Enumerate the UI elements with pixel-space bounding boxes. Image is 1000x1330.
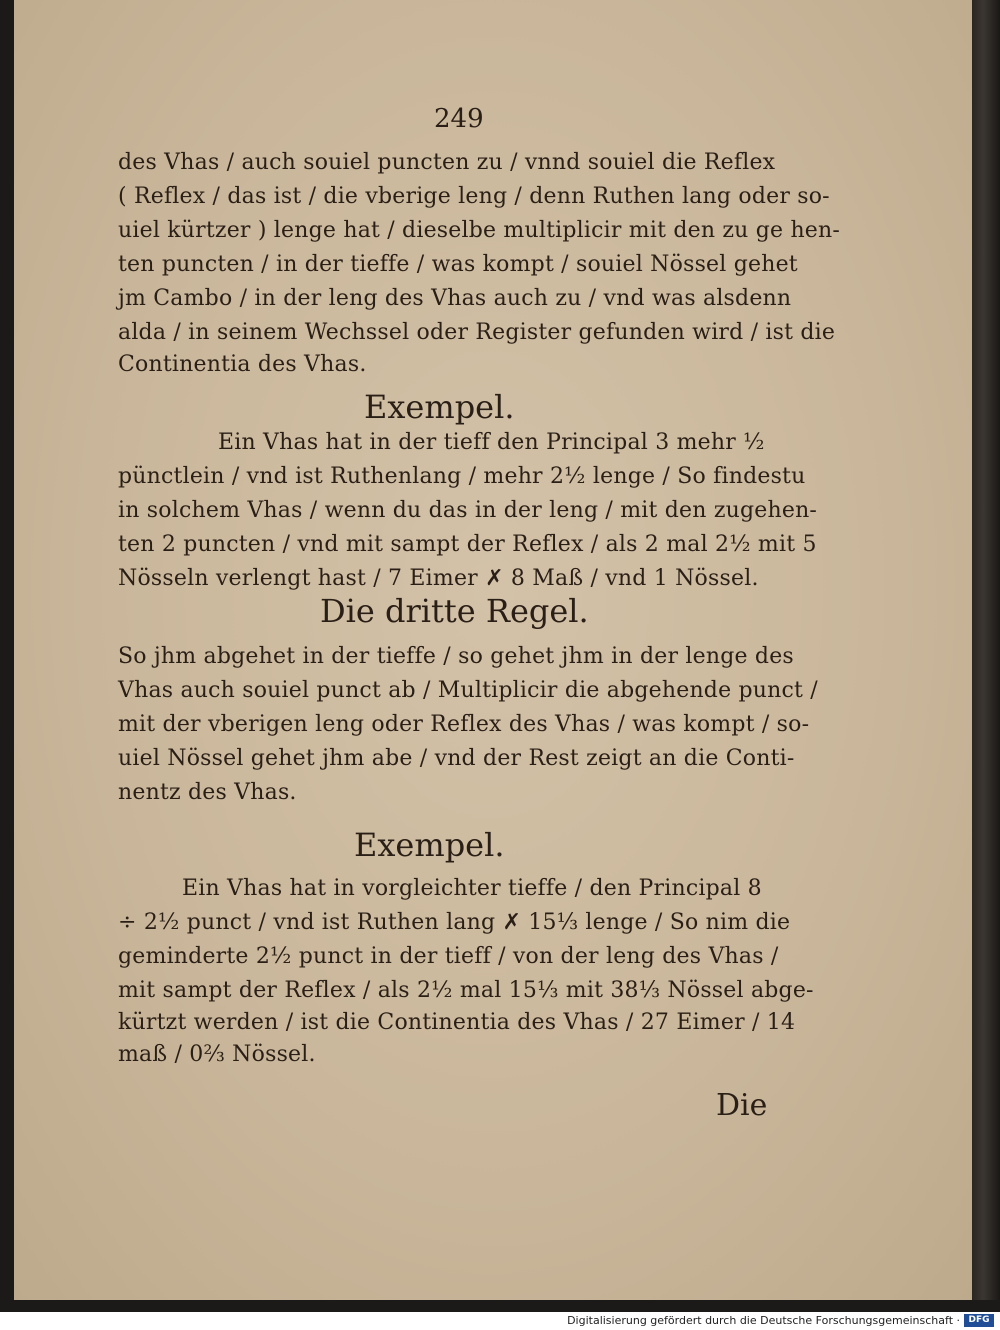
book-binding-edge — [972, 0, 1000, 1300]
text-line: ÷ 2½ punct / vnd ist Ruthen lang ✗ 15⅓ lenge / So nim die — [118, 910, 791, 935]
text-line: uiel Nössel gehet jhm abe / vnd der Rest zeigt an die Conti- — [118, 746, 795, 771]
text-line: nentz des Vhas. — [118, 780, 297, 805]
text-line: in solchem Vhas / wenn du das in der leng / mit den zugehen- — [118, 498, 818, 523]
text-line: pünctlein / vnd ist Ruthenlang / mehr 2½ lenge / So findestu — [118, 464, 806, 489]
text-line: Ein Vhas hat in vorgleichter tieffe / den Principal 8 — [182, 876, 762, 901]
catchword: Die — [716, 1088, 768, 1123]
book-page — [14, 0, 972, 1300]
text-line: geminderte 2½ punct in der tieff / von der leng des Vhas / — [118, 944, 779, 969]
text-line: ten 2 puncten / vnd mit sampt der Reflex / als 2 mal 2½ mit 5 — [118, 532, 817, 557]
text-line: maß / 0⅔ Nössel. — [118, 1042, 316, 1067]
section-heading-exempel-2: Exempel. — [354, 826, 505, 864]
text-line: So jhm abgehet in der tieffe / so gehet jhm in der lenge des — [118, 644, 794, 669]
text-line: jm Cambo / in der leng des Vhas auch zu / vnd was alsdenn — [118, 286, 792, 311]
text-line: alda / in seinem Wechssel oder Register gefunden wird / ist die — [118, 320, 836, 345]
text-line: Continentia des Vhas. — [118, 352, 367, 377]
text-line: des Vhas / auch souiel puncten zu / vnnd souiel die Reflex — [118, 150, 776, 175]
text-line: Ein Vhas hat in der tieff den Principal 3 mehr ½ — [218, 430, 765, 455]
text-line: mit der vberigen leng oder Reflex des Vhas / was kompt / so- — [118, 712, 810, 737]
text-line: ten puncten / in der tieffe / was kompt / souiel Nössel gehet — [118, 252, 798, 277]
section-heading-exempel-1: Exempel. — [364, 388, 515, 426]
page-number: 249 — [434, 104, 484, 134]
text-line: uiel kürtzer ) lenge hat / dieselbe multiplicir mit den zu ge hen- — [118, 218, 841, 243]
text-line: Nösseln verlengt hast / 7 Eimer ✗ 8 Maß / vnd 1 Nössel. — [118, 566, 759, 591]
text-line: Vhas auch souiel punct ab / Multiplicir die abgehende punct / — [118, 678, 818, 703]
dfg-logo-icon: DFG — [964, 1314, 994, 1327]
text-line: kürtzt werden / ist die Continentia des Vhas / 27 Eimer / 14 — [118, 1010, 796, 1035]
section-heading-dritte-regel: Die dritte Regel. — [320, 592, 589, 630]
text-line: ( Reflex / das ist / die vberige leng / denn Ruthen lang oder so- — [118, 184, 830, 209]
footer-bar — [0, 1312, 1000, 1330]
text-line: mit sampt der Reflex / als 2½ mal 15⅓ mit 38⅓ Nössel abge- — [118, 978, 814, 1003]
funding-notice: Digitalisierung gefördert durch die Deutsche Forschungsgemeinschaft · — [567, 1314, 960, 1327]
